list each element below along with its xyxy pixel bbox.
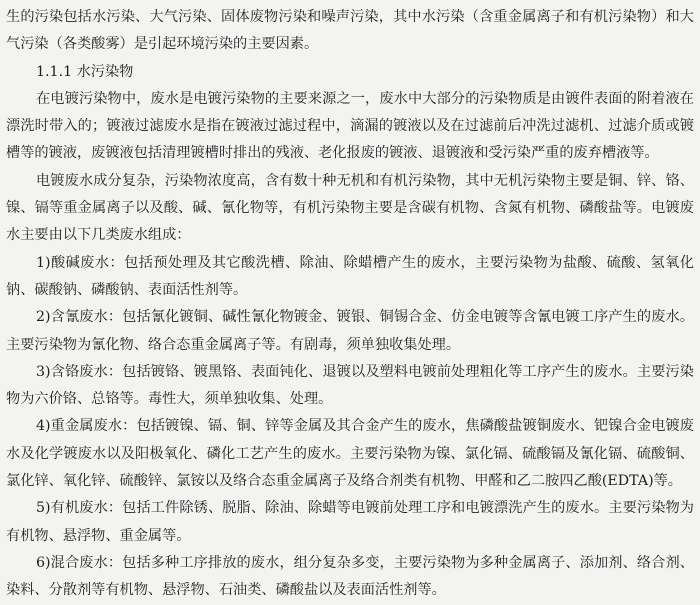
text-line: 1)酸碱废水：包括预处理及其它酸洗槽、除油、除蜡槽产生的废水，主要污染物为盐酸、硫酸、氢氧化	[36, 254, 694, 271]
text-line: 氯化锌、氧化锌、硫酸锌、氯铵以及络合态重金属离子及络合剂类有机物、甲醛和乙二胺四乙酸(EDTA)等。	[6, 473, 682, 490]
text-line: 主要污染物为氰化物、络合态重金属离子等。有剧毒，须单独收集处理。	[6, 336, 461, 353]
text-line: 物为六价铬、总铬等。毒性大，须单独收集、处理。	[6, 391, 333, 408]
paragraph	[6, 168, 694, 250]
paragraph	[6, 550, 694, 605]
text-line: 漂洗时带入的；镀液过滤废水是指在镀液过滤过程中，滴漏的镀液以及在过滤前后冲洗过滤机、过滤介质或镀	[6, 118, 694, 135]
paragraph	[6, 304, 694, 359]
text-line: 6)混合废水：包括多种工序排放的废水，组分复杂多变，主要污染物为多种金属离子、添加剂、络合剂、	[36, 554, 694, 571]
text-line: 2)含氰废水：包括氰化镀铜、碱性氰化物镀金、镀银、铜锡合金、仿金电镀等含氰电镀工序产生的废水。	[36, 309, 694, 326]
text-line: 钠、碳酸钠、磷酸钠、表面活性剂等。	[6, 281, 248, 298]
text-line: 电镀废水成分复杂，污染物浓度高，含有数十种无机和有机污染物，其中无机污染物主要是铜、锌、铬、	[36, 172, 694, 189]
section-heading	[6, 59, 694, 86]
text-line: 染料、分散剂等有机物、悬浮物、石油类、磷酸盐以及表面活性剂等。	[6, 582, 446, 599]
text-line: 5)有机废水：包括工件除锈、脱脂、除油、除蜡等电镀前处理工序和电镀漂洗产生的废水。主要污染物为	[36, 500, 694, 517]
heading-text: 1.1.1 水污染物	[36, 63, 134, 80]
paragraph	[6, 86, 694, 168]
text-line: 槽等的镀液，废镀液包括清理镀槽时排出的残液、老化报废的镀液、退镀液和受污染严重的废弃槽液等。	[6, 145, 659, 162]
text-line: 3)含铬废水：包括镀铬、镀黑铬、表面钝化、退镀以及塑料电镀前处理粗化等工序产生的废水。主要污染	[36, 363, 694, 380]
text-line: 生的污染包括水污染、大气污染、固体废物污染和噪声污染，其中水污染（含重金属离子和有机污染物）和大	[6, 9, 694, 25]
paragraph	[6, 359, 694, 414]
text-line: 4)重金属废水：包括镀镍、镉、铜、锌等金属及其合金产生的废水，焦磷酸盐镀铜废水、钯镍合金电镀废	[36, 418, 694, 435]
text-line: 水主要由以下几类废水组成：	[6, 227, 191, 244]
text-line: 气污染（各类酸雾）是引起环境污染的主要因素。	[6, 36, 319, 53]
paragraph	[6, 413, 694, 495]
text-line: 在电镀污染物中，废水是电镀污染物的主要来源之一，废水中大部分的污染物质是由镀件表面的附着液在	[36, 90, 694, 107]
paragraph	[6, 250, 694, 305]
text-line: 水及化学镀废水以及阳极氧化、磷化工艺产生的废水。主要污染物为镍、氯化镉、硫酸镉及氰化镉、硫酸铜、	[6, 445, 694, 462]
paragraph	[6, 4, 694, 59]
paragraph	[6, 495, 694, 550]
text-line: 有机物、悬浮物、重金属等。	[6, 527, 191, 544]
text-line: 镍、镉等重金属离子以及酸、碱、氰化物等，有机污染物主要是含碳有机物、含氮有机物、磷酸盐等。电镀废	[6, 200, 694, 217]
